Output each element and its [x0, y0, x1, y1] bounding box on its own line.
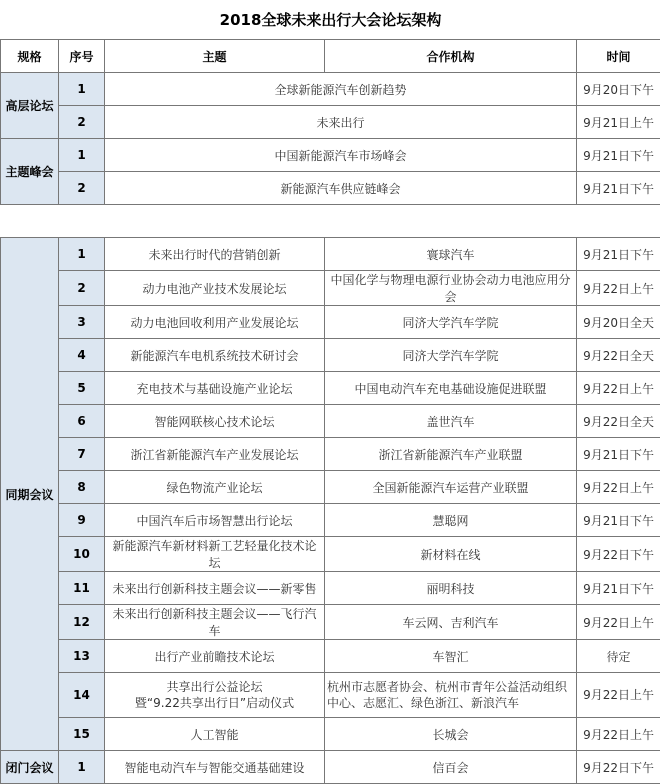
page-title: 2018全球未来出行大会论坛架构 — [1, 0, 660, 40]
time-cell: 9月22日上午 — [577, 718, 660, 751]
time-cell: 9月22日上午 — [577, 372, 660, 405]
row-number: 1 — [59, 139, 105, 172]
time-cell: 9月20日下午 — [577, 73, 660, 106]
header-partner: 合作机构 — [325, 40, 577, 73]
topic-cell: 中国新能源汽车市场峰会 — [105, 139, 577, 172]
table-row — [1, 106, 660, 139]
topic-cell — [105, 537, 325, 572]
header-no: 序号 — [59, 40, 105, 73]
table-row — [1, 339, 660, 372]
time-cell: 9月21日下午 — [577, 438, 660, 471]
time-cell: 待定 — [577, 640, 660, 673]
table-row — [1, 504, 660, 537]
topic-text: 充电技术与基础设施产业论坛 — [107, 380, 322, 397]
table-row — [1, 438, 660, 471]
spacer-cell — [1, 205, 660, 238]
header-time: 时间 — [577, 40, 660, 73]
table-row — [1, 640, 660, 673]
time-cell: 9月21日上午 — [577, 106, 660, 139]
topic-text: 智能电动汽车与智能交通基础建设 — [107, 759, 322, 776]
topic-text: 新能源汽车新材料新工艺轻量化技术论坛 — [107, 537, 322, 571]
partner-cell: 新材料在线 — [325, 537, 577, 572]
topic-text: 浙江省新能源汽车产业发展论坛 — [107, 446, 322, 463]
table-row — [1, 751, 660, 784]
group-label: 主题峰会 — [1, 139, 59, 205]
partner-cell: 中国电动汽车充电基础设施促进联盟 — [325, 372, 577, 405]
topic-cell — [105, 438, 325, 471]
row-number: 1 — [59, 238, 105, 271]
table-row — [1, 718, 660, 751]
time-cell: 9月21日下午 — [577, 238, 660, 271]
time-cell: 9月21日下午 — [577, 572, 660, 605]
partner-cell: 同济大学汽车学院 — [325, 306, 577, 339]
time-cell: 9月22日下午 — [577, 751, 660, 784]
topic-cell: 新能源汽车供应链峰会 — [105, 172, 577, 205]
table-row — [1, 673, 660, 718]
time-cell: 9月20日全天 — [577, 306, 660, 339]
table-row — [1, 537, 660, 572]
topic-cell — [105, 718, 325, 751]
table-row — [1, 372, 660, 405]
header-row — [1, 40, 660, 73]
time-cell: 9月22日全天 — [577, 405, 660, 438]
table-row — [1, 605, 660, 640]
partner-cell: 杭州市志愿者协会、杭州市青年公益活动组织中心、志愿汇、绿色浙江、新浪汽车 — [325, 673, 577, 718]
topic-text: 未来出行时代的营销创新 — [107, 246, 322, 263]
partner-cell: 车智汇 — [325, 640, 577, 673]
partner-cell: 全国新能源汽车运营产业联盟 — [325, 471, 577, 504]
header-category: 规格 — [1, 40, 59, 73]
topic-text: 未来出行创新科技主题会议——新零售 — [107, 580, 322, 597]
topic-cell — [105, 673, 325, 718]
row-number: 3 — [59, 306, 105, 339]
topic-cell — [105, 306, 325, 339]
row-number: 15 — [59, 718, 105, 751]
topic-text: 绿色物流产业论坛 — [107, 479, 322, 496]
row-number: 9 — [59, 504, 105, 537]
table-row — [1, 306, 660, 339]
time-cell: 9月22日上午 — [577, 673, 660, 718]
topic-text: 动力电池产业技术发展论坛 — [107, 280, 322, 297]
row-number: 4 — [59, 339, 105, 372]
row-number: 7 — [59, 438, 105, 471]
time-cell: 9月21日下午 — [577, 504, 660, 537]
partner-cell: 浙江省新能源汽车产业联盟 — [325, 438, 577, 471]
topic-text: 出行产业前瞻技术论坛 — [107, 648, 322, 665]
time-cell: 9月22日上午 — [577, 471, 660, 504]
table-row — [1, 238, 660, 271]
partner-cell: 信百会 — [325, 751, 577, 784]
row-number: 1 — [59, 73, 105, 106]
time-cell: 9月21日下午 — [577, 172, 660, 205]
partner-cell: 丽明科技 — [325, 572, 577, 605]
partner-cell: 车云网、吉利汽车 — [325, 605, 577, 640]
header-topic: 主题 — [105, 40, 325, 73]
table-row — [1, 471, 660, 504]
topic-text: 动力电池回收利用产业发展论坛 — [107, 314, 322, 331]
topic-text: 新能源汽车电机系统技术研讨会 — [107, 347, 322, 364]
partner-cell: 长城会 — [325, 718, 577, 751]
row-number: 8 — [59, 471, 105, 504]
topic-cell — [105, 751, 325, 784]
table-row — [1, 271, 660, 306]
topic-text: 中国汽车后市场智慧出行论坛 — [107, 512, 322, 529]
group-label: 闭门会议 — [1, 751, 59, 784]
row-number: 2 — [59, 172, 105, 205]
topic-cell — [105, 640, 325, 673]
topic-text: 共享出行公益论坛 — [107, 679, 322, 695]
time-cell: 9月22日上午 — [577, 271, 660, 306]
row-number: 6 — [59, 405, 105, 438]
topic-cell: 全球新能源汽车创新趋势 — [105, 73, 577, 106]
table-row — [1, 139, 660, 172]
table-row — [1, 73, 660, 106]
partner-cell: 慧聪网 — [325, 504, 577, 537]
row-number: 12 — [59, 605, 105, 640]
topic-cell — [105, 372, 325, 405]
group-label: 同期会议 — [1, 238, 59, 751]
topic-subtext: 暨“9.22共享出行日”启动仪式 — [107, 695, 322, 711]
topic-cell — [105, 238, 325, 271]
row-number: 2 — [59, 106, 105, 139]
topic-text: 未来出行创新科技主题会议——飞行汽车 — [107, 605, 322, 639]
row-number: 5 — [59, 372, 105, 405]
topic-cell — [105, 504, 325, 537]
partner-cell: 中国化学与物理电源行业协会动力电池应用分会 — [325, 271, 577, 306]
time-cell: 9月22日全天 — [577, 339, 660, 372]
group-label: 高层论坛 — [1, 73, 59, 139]
time-cell: 9月21日下午 — [577, 139, 660, 172]
topic-text: 智能网联核心技术论坛 — [107, 413, 322, 430]
row-number: 14 — [59, 673, 105, 718]
time-cell: 9月22日上午 — [577, 605, 660, 640]
row-number: 10 — [59, 537, 105, 572]
topic-cell — [105, 572, 325, 605]
row-number: 1 — [59, 751, 105, 784]
topic-cell: 未来出行 — [105, 106, 577, 139]
topic-cell — [105, 339, 325, 372]
topic-cell — [105, 271, 325, 306]
topic-cell — [105, 605, 325, 640]
table-row — [1, 572, 660, 605]
partner-cell: 寰球汽车 — [325, 238, 577, 271]
row-number: 11 — [59, 572, 105, 605]
topic-text: 人工智能 — [107, 726, 322, 743]
partner-cell: 同济大学汽车学院 — [325, 339, 577, 372]
partner-cell: 盖世汽车 — [325, 405, 577, 438]
spacer-row — [1, 205, 660, 238]
row-number: 2 — [59, 271, 105, 306]
table-row — [1, 172, 660, 205]
topic-cell — [105, 405, 325, 438]
time-cell: 9月22日下午 — [577, 537, 660, 572]
table-row — [1, 405, 660, 438]
topic-cell — [105, 471, 325, 504]
row-number: 13 — [59, 640, 105, 673]
